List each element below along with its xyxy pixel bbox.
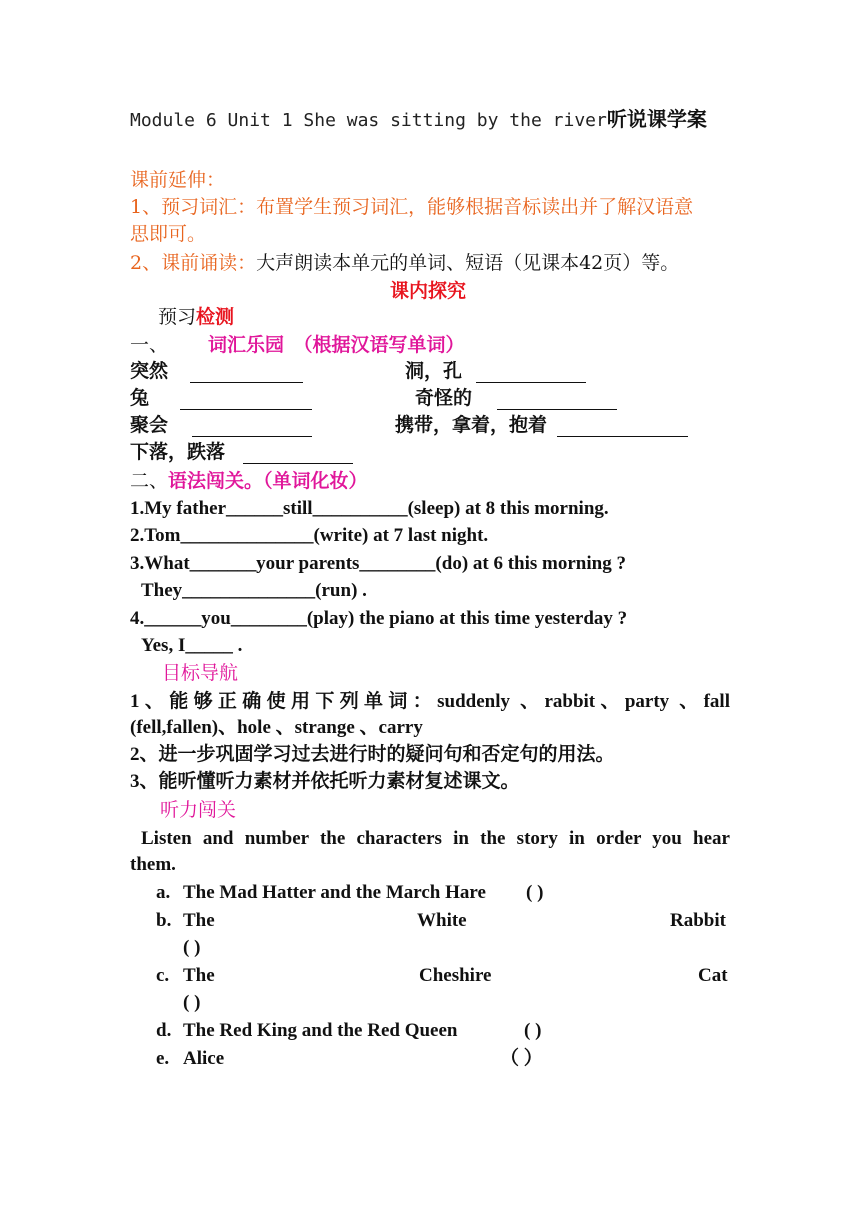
listening-item-d-paren[interactable]: ( ) [524, 1020, 542, 1041]
vocab-blank-7[interactable] [243, 443, 353, 464]
vocab-word-6: 携带，拿着，抱着 [395, 415, 548, 436]
pre-class-item1: 1、预习词汇：布置学生预习词汇，能够根据音标读出并了解汉语意 [130, 196, 694, 218]
listening-item-b-letter: b. [156, 910, 172, 931]
listening-item-a-paren[interactable]: ( ) [526, 882, 544, 903]
listening-item-d-letter: d. [156, 1020, 172, 1041]
vocab-word-4: 奇怪的 [415, 388, 473, 409]
listening-item-c-word-2: Cheshire [419, 965, 492, 986]
goal-3: 3、能听懂听力素材并依托听力素材复述课文。 [130, 771, 520, 792]
listening-item-e-text: Alice [183, 1048, 225, 1069]
vocab-word-5: 聚会 [130, 415, 169, 436]
grammar-heading [130, 468, 368, 494]
listening-item-c-paren[interactable]: ( ) [183, 992, 201, 1013]
grammar-line-4: They______________(run) . [141, 580, 367, 601]
vocab-blank-4[interactable] [497, 389, 617, 410]
listening-item-a-letter: a. [156, 882, 171, 903]
preview-suffix: 检测 [196, 306, 235, 328]
vocab-blank-2[interactable] [476, 362, 586, 383]
preview-heading [158, 304, 234, 330]
goals-heading: 目标导航 [162, 662, 239, 684]
listening-item-b-word-2: White [417, 910, 467, 931]
page-title [130, 106, 707, 134]
vocab-word-2: 洞，孔 [405, 361, 463, 382]
vocab-word-1: 突然 [130, 361, 169, 382]
listening-item-c-letter: c. [156, 965, 170, 986]
listening-heading: 听力闯关 [160, 799, 237, 821]
title-english: Module 6 Unit 1 She was sitting by the river [130, 110, 607, 131]
grammar-line-1: 1.My father______still__________(sleep) at 8 this morning. [130, 498, 609, 519]
listening-item-e-paren[interactable]: （ ） [500, 1048, 543, 1069]
vocab-heading-num: 一、 [130, 334, 169, 356]
listening-item-b-word-1: The [183, 910, 215, 931]
pre-class-item2-text: 大声朗读本单元的单词、短语（见课本42页）等。 [256, 252, 680, 274]
grammar-line-6: Yes, I_____ . [141, 635, 243, 656]
vocab-heading-text: 词汇乐园 （根据汉语写单词） [208, 334, 465, 356]
listening-item-a-text: The Mad Hatter and the March Hare [183, 882, 486, 903]
vocab-blank-1[interactable] [190, 362, 303, 383]
grammar-heading-text: 语法闯关。（单词化妆） [168, 470, 368, 492]
vocab-heading [130, 332, 465, 358]
pre-class-item1-cont: 思即可。 [130, 223, 207, 245]
vocab-blank-3[interactable] [180, 389, 312, 410]
preview-prefix: 预习 [158, 306, 197, 328]
listening-item-d-text: The Red King and the Red Queen [183, 1020, 458, 1041]
pre-class-item2 [130, 250, 679, 276]
grammar-line-3: 3.What_______your parents________(do) at 6 this morning ? [130, 553, 626, 574]
goal-2: 2、进一步巩固学习过去进行时的疑问句和否定句的用法。 [130, 744, 615, 765]
title-chinese: 听说课学案 [606, 107, 707, 131]
grammar-line-5: 4.______you________(play) the piano at this time yesterday ? [130, 608, 628, 629]
goal-1-cont: (fell,fallen)、hole 、strange 、carry [130, 717, 423, 738]
vocab-blank-6[interactable] [557, 416, 688, 437]
listening-instructions-cont: them. [130, 854, 176, 875]
listening-instructions: Listen and number the characters in the story in order you hear [141, 828, 730, 849]
listening-item-b-word-3: Rabbit [670, 910, 726, 931]
grammar-heading-num: 二、 [130, 470, 169, 492]
vocab-word-7: 下落，跌落 [130, 442, 226, 463]
listening-item-b-paren[interactable]: ( ) [183, 937, 201, 958]
listening-item-c-word-1: The [183, 965, 215, 986]
pre-class-item2-label: 2、课前诵读： [130, 252, 257, 274]
grammar-line-2: 2.Tom______________(write) at 7 last night. [130, 525, 489, 546]
in-class-title: 课内探究 [390, 280, 467, 302]
listening-item-c-word-3: Cat [698, 965, 728, 986]
goal-1: 1、能够正确使用下列单词：suddenly 、rabbit、party 、fall [130, 691, 730, 712]
vocab-word-3: 兔 [130, 388, 150, 409]
vocab-blank-5[interactable] [192, 416, 312, 437]
listening-item-e-letter: e. [156, 1048, 170, 1069]
pre-class-heading: 课前延伸： [130, 169, 226, 191]
